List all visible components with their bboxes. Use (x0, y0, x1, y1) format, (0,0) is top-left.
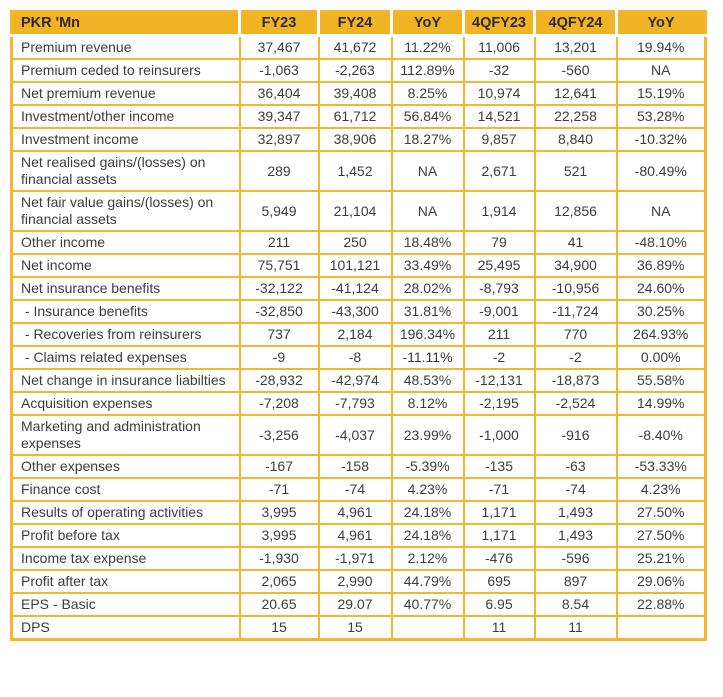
value-cell: -158 (319, 455, 392, 478)
value-cell: -1,063 (240, 59, 319, 82)
value-cell: -80.49% (617, 151, 706, 191)
row-label-cell: Income tax expense (12, 547, 240, 570)
value-cell: 4,961 (319, 501, 392, 524)
table-row (12, 392, 706, 415)
value-cell: -8 (319, 346, 392, 369)
value-cell: 24.18% (392, 501, 464, 524)
column-header-fy23: FY23 (240, 12, 319, 36)
value-cell: 2,990 (319, 570, 392, 593)
value-cell: -135 (464, 455, 535, 478)
value-cell: 19.94% (617, 36, 706, 60)
value-cell: 6.95 (464, 593, 535, 616)
value-cell: 1,493 (535, 501, 617, 524)
table-row (12, 300, 706, 323)
value-cell: 9,857 (464, 128, 535, 151)
value-cell: 11,006 (464, 36, 535, 60)
column-header-pkr-mn: PKR 'Mn (12, 12, 240, 36)
value-cell: 770 (535, 323, 617, 346)
table-row (12, 105, 706, 128)
value-cell: 5,949 (240, 191, 319, 231)
value-cell: 39,347 (240, 105, 319, 128)
value-cell: 264.93% (617, 323, 706, 346)
value-cell: 2.12% (392, 547, 464, 570)
value-cell: 211 (464, 323, 535, 346)
row-label-cell: - Claims related expenses (12, 346, 240, 369)
value-cell: 8.12% (392, 392, 464, 415)
value-cell: 25,495 (464, 254, 535, 277)
value-cell: -596 (535, 547, 617, 570)
value-cell: 4.23% (617, 478, 706, 501)
value-cell: 289 (240, 151, 319, 191)
row-label-cell: Net fair value gains/(losses) on financial assets (12, 191, 240, 231)
value-cell: 3,995 (240, 501, 319, 524)
value-cell: -7,793 (319, 392, 392, 415)
value-cell: -71 (464, 478, 535, 501)
value-cell: -32 (464, 59, 535, 82)
value-cell: 4.23% (392, 478, 464, 501)
value-cell: -8,793 (464, 277, 535, 300)
table-header (12, 12, 706, 36)
value-cell: 13,201 (535, 36, 617, 60)
value-cell: 737 (240, 323, 319, 346)
value-cell: -32,850 (240, 300, 319, 323)
column-header-yoy-q: YoY (617, 12, 706, 36)
value-cell: 1,452 (319, 151, 392, 191)
value-cell: -11.11% (392, 346, 464, 369)
row-label-cell: Net income (12, 254, 240, 277)
row-label-cell: Investment income (12, 128, 240, 151)
column-header-fy24: FY24 (319, 12, 392, 36)
table-row (12, 478, 706, 501)
value-cell: -2,263 (319, 59, 392, 82)
value-cell: 12,856 (535, 191, 617, 231)
value-cell: 1,171 (464, 524, 535, 547)
value-cell: -12,131 (464, 369, 535, 392)
row-label-cell: EPS - Basic (12, 593, 240, 616)
row-label-cell: Acquisition expenses (12, 392, 240, 415)
value-cell: 250 (319, 231, 392, 254)
value-cell: 31.81% (392, 300, 464, 323)
value-cell: -11,724 (535, 300, 617, 323)
value-cell: NA (392, 151, 464, 191)
row-label-cell: - Insurance benefits (12, 300, 240, 323)
value-cell (617, 616, 706, 640)
table-row (12, 151, 706, 191)
value-cell: 101,121 (319, 254, 392, 277)
value-cell: 21,104 (319, 191, 392, 231)
value-cell: -1,000 (464, 415, 535, 455)
value-cell: 48.53% (392, 369, 464, 392)
value-cell: 28.02% (392, 277, 464, 300)
value-cell: 1,914 (464, 191, 535, 231)
value-cell: 2,671 (464, 151, 535, 191)
table-row (12, 82, 706, 105)
table-row (12, 570, 706, 593)
value-cell: 79 (464, 231, 535, 254)
value-cell: 10,974 (464, 82, 535, 105)
table-row (12, 346, 706, 369)
value-cell: -1,971 (319, 547, 392, 570)
value-cell: 37,467 (240, 36, 319, 60)
row-label-cell: Premium revenue (12, 36, 240, 60)
value-cell: -167 (240, 455, 319, 478)
row-label-cell: Results of operating activities (12, 501, 240, 524)
table-row (12, 323, 706, 346)
value-cell: 53.28% (617, 105, 706, 128)
value-cell: 12,641 (535, 82, 617, 105)
value-cell: -476 (464, 547, 535, 570)
table-row (12, 128, 706, 151)
value-cell: -3,256 (240, 415, 319, 455)
value-cell: -9 (240, 346, 319, 369)
value-cell: -18,873 (535, 369, 617, 392)
value-cell: 2,184 (319, 323, 392, 346)
value-cell: 29.06% (617, 570, 706, 593)
value-cell: 20.65 (240, 593, 319, 616)
value-cell: 2,065 (240, 570, 319, 593)
value-cell: -41,124 (319, 277, 392, 300)
value-cell: 34,900 (535, 254, 617, 277)
value-cell: -8.40% (617, 415, 706, 455)
value-cell: -74 (535, 478, 617, 501)
value-cell: -1,930 (240, 547, 319, 570)
column-header-4qfy23: 4QFY23 (464, 12, 535, 36)
value-cell: -32,122 (240, 277, 319, 300)
value-cell: 1,171 (464, 501, 535, 524)
value-cell (392, 616, 464, 640)
value-cell: -9,001 (464, 300, 535, 323)
row-label-cell: Other income (12, 231, 240, 254)
value-cell: 36.89% (617, 254, 706, 277)
table-row (12, 524, 706, 547)
value-cell: 8.25% (392, 82, 464, 105)
value-cell: 22.88% (617, 593, 706, 616)
value-cell: 56.84% (392, 105, 464, 128)
table-row (12, 616, 706, 640)
value-cell: 27.50% (617, 501, 706, 524)
value-cell: 33.49% (392, 254, 464, 277)
table-row (12, 231, 706, 254)
value-cell: 15 (240, 616, 319, 640)
value-cell: -42,974 (319, 369, 392, 392)
value-cell: 41,672 (319, 36, 392, 60)
value-cell: 22,258 (535, 105, 617, 128)
value-cell: 39,408 (319, 82, 392, 105)
value-cell: -2,524 (535, 392, 617, 415)
value-cell: -28,932 (240, 369, 319, 392)
value-cell: -2,195 (464, 392, 535, 415)
value-cell: 1,493 (535, 524, 617, 547)
value-cell: 14.99% (617, 392, 706, 415)
table-row (12, 277, 706, 300)
column-header-4qfy24: 4QFY24 (535, 12, 617, 36)
value-cell: 11 (535, 616, 617, 640)
value-cell: 695 (464, 570, 535, 593)
value-cell: -4,037 (319, 415, 392, 455)
value-cell: NA (617, 59, 706, 82)
value-cell: 897 (535, 570, 617, 593)
value-cell: 40.77% (392, 593, 464, 616)
value-cell: -916 (535, 415, 617, 455)
row-label-cell: - Recoveries from reinsurers (12, 323, 240, 346)
value-cell: -7,208 (240, 392, 319, 415)
table-row (12, 191, 706, 231)
value-cell: -48.10% (617, 231, 706, 254)
value-cell: -53.33% (617, 455, 706, 478)
value-cell: -5.39% (392, 455, 464, 478)
value-cell: 15.19% (617, 82, 706, 105)
table-row (12, 59, 706, 82)
value-cell: 4,961 (319, 524, 392, 547)
row-label-cell: Net realised gains/(losses) on financial assets (12, 151, 240, 191)
value-cell: 14,521 (464, 105, 535, 128)
value-cell: -560 (535, 59, 617, 82)
row-label-cell: Finance cost (12, 478, 240, 501)
value-cell: 112.89% (392, 59, 464, 82)
table-body (12, 36, 706, 640)
value-cell: 11 (464, 616, 535, 640)
value-cell: 24.18% (392, 524, 464, 547)
value-cell: 8.54 (535, 593, 617, 616)
value-cell: 38,906 (319, 128, 392, 151)
table-row (12, 593, 706, 616)
value-cell: 23.99% (392, 415, 464, 455)
value-cell: NA (617, 191, 706, 231)
value-cell: 61,712 (319, 105, 392, 128)
row-label-cell: Net change in insurance liabilties (12, 369, 240, 392)
row-label-cell: Net insurance benefits (12, 277, 240, 300)
row-label-cell: Investment/other income (12, 105, 240, 128)
value-cell: 24.60% (617, 277, 706, 300)
value-cell: 8,840 (535, 128, 617, 151)
value-cell: 25.21% (617, 547, 706, 570)
value-cell: 29.07 (319, 593, 392, 616)
value-cell: -63 (535, 455, 617, 478)
table-row (12, 455, 706, 478)
value-cell: 18.48% (392, 231, 464, 254)
table-row (12, 36, 706, 60)
row-label-cell: Profit before tax (12, 524, 240, 547)
row-label-cell: Premium ceded to reinsurers (12, 59, 240, 82)
header-row (12, 12, 706, 36)
value-cell: -2 (535, 346, 617, 369)
value-cell: 521 (535, 151, 617, 191)
value-cell: -10,956 (535, 277, 617, 300)
value-cell: NA (392, 191, 464, 231)
row-label-cell: Other expenses (12, 455, 240, 478)
row-label-cell: Profit after tax (12, 570, 240, 593)
value-cell: 0.00% (617, 346, 706, 369)
value-cell: 55.58% (617, 369, 706, 392)
row-label-cell: Marketing and administration expenses (12, 415, 240, 455)
value-cell: 32,897 (240, 128, 319, 151)
table-row (12, 547, 706, 570)
table-row (12, 254, 706, 277)
table-row (12, 501, 706, 524)
financial-summary-table (10, 10, 707, 641)
value-cell: -71 (240, 478, 319, 501)
value-cell: 30.25% (617, 300, 706, 323)
value-cell: 27.50% (617, 524, 706, 547)
value-cell: 44.79% (392, 570, 464, 593)
row-label-cell: DPS (12, 616, 240, 640)
value-cell: 75,751 (240, 254, 319, 277)
value-cell: -2 (464, 346, 535, 369)
value-cell: 36,404 (240, 82, 319, 105)
row-label-cell: Net premium revenue (12, 82, 240, 105)
value-cell: 41 (535, 231, 617, 254)
column-header-yoy: YoY (392, 12, 464, 36)
value-cell: -74 (319, 478, 392, 501)
value-cell: 196.34% (392, 323, 464, 346)
value-cell: -10.32% (617, 128, 706, 151)
value-cell: -43,300 (319, 300, 392, 323)
value-cell: 3,995 (240, 524, 319, 547)
value-cell: 18.27% (392, 128, 464, 151)
value-cell: 15 (319, 616, 392, 640)
table-row (12, 415, 706, 455)
table-row (12, 369, 706, 392)
value-cell: 11.22% (392, 36, 464, 60)
value-cell: 211 (240, 231, 319, 254)
